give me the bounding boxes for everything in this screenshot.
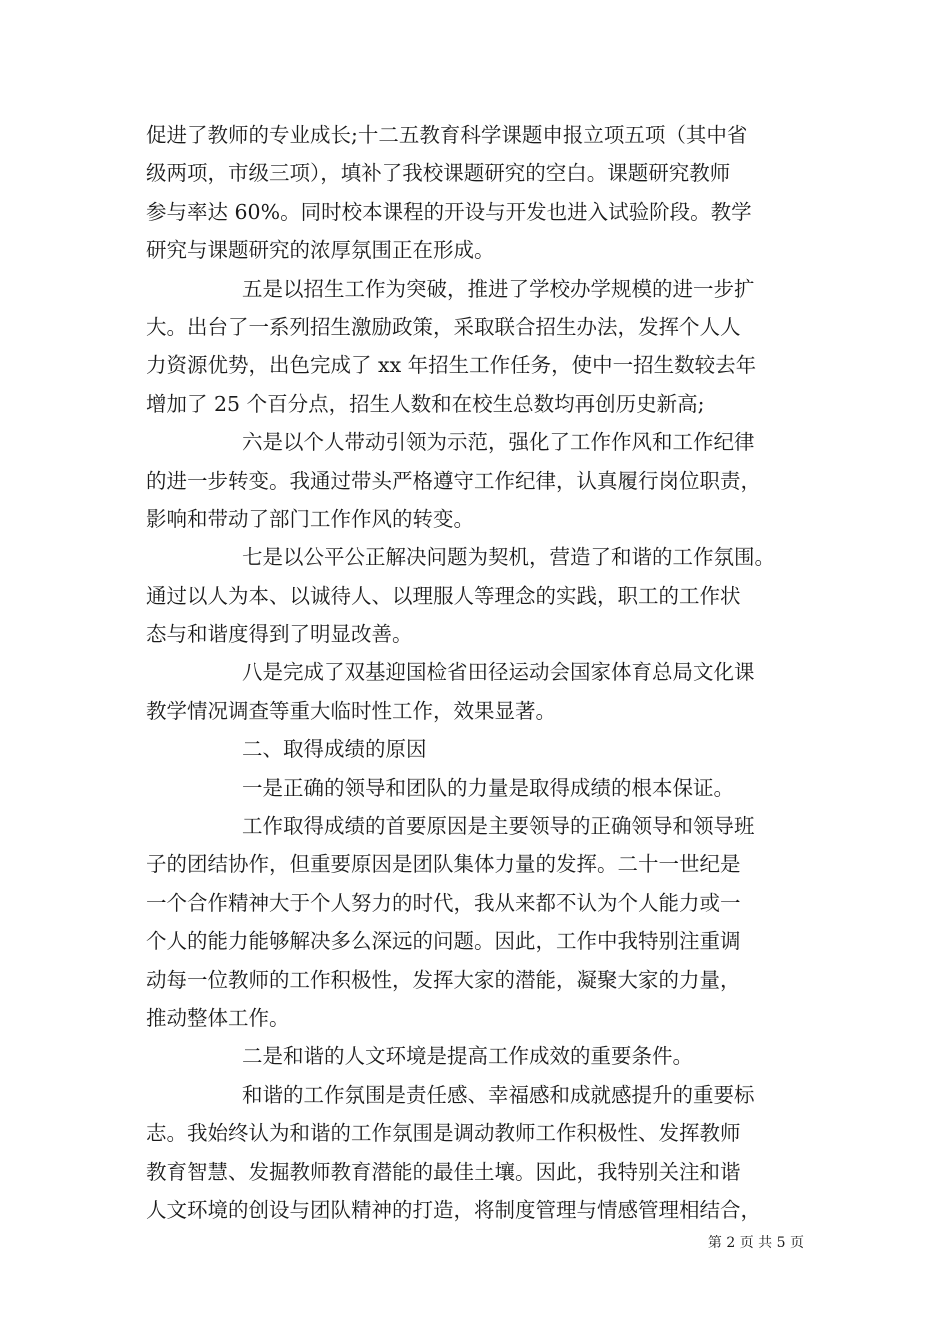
text-line: 五是以招生工作为突破，推进了学校办学规模的进一步扩 <box>242 276 755 301</box>
text-line: 教育智慧、发掘教师教育潜能的最佳土壤。因此，我特别关注和谐 <box>146 1159 741 1184</box>
text-line: 参与率达 60%。同时校本课程的开设与开发也进入试验阶段。教学 <box>146 199 752 224</box>
text-line: 大。出台了一系列招生激励政策，采取联合招生办法，发挥个人人 <box>146 314 741 339</box>
page-number-label: 第 2 页 共 5 页 <box>707 1235 804 1251</box>
text-line: 增加了 25 个百分点，招生人数和在校生总数均再创历史新高; <box>146 391 705 416</box>
text-line: 八是完成了双基迎国检省田径运动会国家体育总局文化课 <box>242 660 755 685</box>
text-line: 动每一位教师的工作积极性，发挥大家的潜能，凝聚大家的力量， <box>146 967 741 992</box>
body-text <box>146 116 826 1229</box>
text-line: 七是以公平公正解决问题为契机，营造了和谐的工作氛围。 <box>242 545 775 570</box>
text-line: 一是正确的领导和团队的力量是取得成绩的根本保证。 <box>242 775 734 800</box>
text-line: 个人的能力能够解决多么深远的问题。因此，工作中我特别注重调 <box>146 929 741 954</box>
text-line: 推动整体工作。 <box>146 1005 290 1030</box>
text-line: 力资源优势，出色完成了 xx 年招生工作任务，使中一招生数较去年 <box>146 353 757 378</box>
text-line: 态与和谐度得到了明显改善。 <box>146 622 413 647</box>
text-line: 人文环境的创设与团队精神的打造，将制度管理与情感管理相结合， <box>146 1197 761 1222</box>
text-line: 六是以个人带动引领为示范，强化了工作作风和工作纪律 <box>242 430 755 455</box>
text-line: 教学情况调查等重大临时性工作，效果显著。 <box>146 698 556 723</box>
section-heading: 二、取得成绩的原因 <box>242 737 427 762</box>
text-line: 级两项，市级三项），填补了我校课题研究的空白。课题研究教师 <box>146 161 731 186</box>
text-line: 研究与课题研究的浓厚氛围正在形成。 <box>146 238 495 263</box>
text-line: 一个合作精神大于个人努力的时代，我从来都不认为个人能力或一 <box>146 890 741 915</box>
text-line: 工作取得成绩的首要原因是主要领导的正确领导和领导班 <box>242 814 755 839</box>
text-line: 二是和谐的人文环境是提高工作成效的重要条件。 <box>242 1044 693 1069</box>
text-line: 和谐的工作氛围是责任感、幸福感和成就感提升的重要标 <box>242 1082 755 1107</box>
text-line: 影响和带动了部门工作作风的转变。 <box>146 506 474 531</box>
text-line: 通过以人为本、以诚待人、以理服人等理念的实践，职工的工作状 <box>146 583 741 608</box>
text-line: 促进了教师的专业成长;十二五教育科学课题申报立项五项（其中省 <box>146 123 748 147</box>
text-line: 子的团结协作，但重要原因是团队集体力量的发挥。二十一世纪是 <box>146 852 741 877</box>
page-number <box>708 1232 804 1252</box>
text-line: 的进一步转变。我通过带头严格遵守工作纪律，认真履行岗位职责， <box>146 468 761 493</box>
text-line: 志。我始终认为和谐的工作氛围是调动教师工作积极性、发挥教师 <box>146 1121 741 1146</box>
